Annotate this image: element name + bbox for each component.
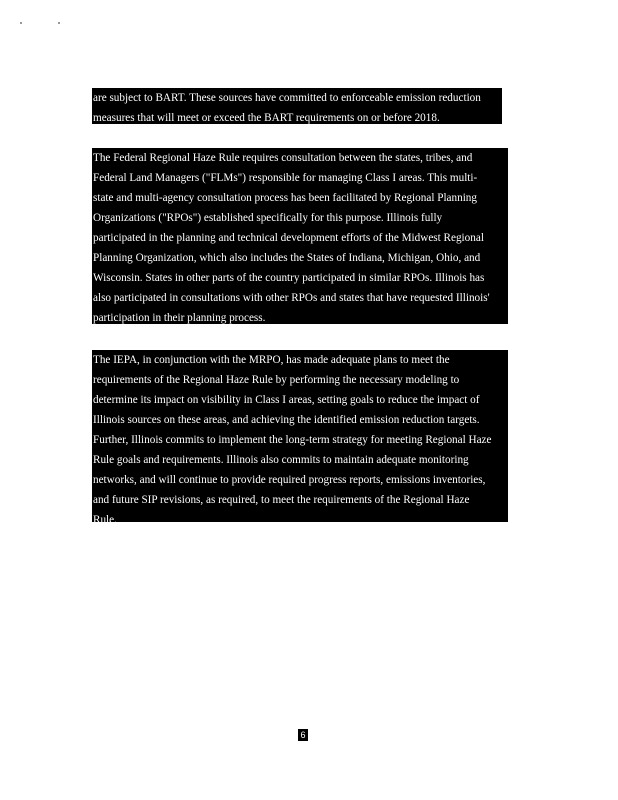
text-line: requirements of the Regional Haze Rule by performing the necessary modeling to bbox=[93, 374, 460, 386]
text-line: The Federal Regional Haze Rule requires consultation between the states, tribes, and bbox=[93, 152, 473, 164]
text-line: Rule goals and requirements. Illinois also commits to maintain adequate monitoring bbox=[93, 454, 469, 466]
text-line: measures that will meet or exceed the BART requirements on or before 2018. bbox=[93, 112, 440, 124]
text-line: state and multi-agency consultation process has been facilitated by Regional Planning bbox=[93, 192, 477, 204]
paragraph-bart-commitments bbox=[92, 88, 502, 124]
paragraph-iepa-plans bbox=[92, 350, 508, 526]
text-line: Further, Illinois commits to implement the long-term strategy for meeting Regional Haze bbox=[93, 434, 492, 446]
text-line: and future SIP revisions, as required, to meet the requirements of the Regional Haze bbox=[93, 494, 470, 506]
text-line: participated in the planning and technical development efforts of the Midwest Regional bbox=[93, 232, 484, 244]
text-line: Planning Organization, which also includes the States of Indiana, Michigan, Ohio, and bbox=[93, 252, 481, 264]
page-number: 6 bbox=[298, 729, 308, 741]
text-line: also participated in consultations with other RPOs and states that have requested Illinois' bbox=[93, 292, 490, 304]
text-line: Federal Land Managers ("FLMs") responsible for managing Class I areas. This multi- bbox=[93, 172, 478, 184]
text-line: participation in their planning process. bbox=[93, 312, 266, 324]
text-line: The IEPA, in conjunction with the MRPO, has made adequate plans to meet the bbox=[93, 354, 450, 366]
text-line: Illinois sources on these areas, and achieving the identified emission reduction targets. bbox=[93, 414, 480, 426]
scan-specks bbox=[20, 22, 80, 28]
text-line: networks, and will continue to provide required progress reports, emissions inventories, bbox=[93, 474, 486, 486]
scan-speck bbox=[58, 22, 60, 24]
text-line: Wisconsin. States in other parts of the country participated in similar RPOs. Illinois has bbox=[93, 272, 485, 284]
scan-speck bbox=[20, 22, 22, 24]
text-line: determine its impact on visibility in Class I areas, setting goals to reduce the impact of bbox=[93, 394, 480, 406]
paragraph-consultation bbox=[92, 148, 508, 324]
text-line: are subject to BART. These sources have committed to enforceable emission reduction bbox=[93, 92, 481, 104]
text-line: Rule. bbox=[93, 514, 117, 526]
text-line: Organizations ("RPOs") established specifically for this purpose. Illinois fully bbox=[93, 212, 443, 224]
